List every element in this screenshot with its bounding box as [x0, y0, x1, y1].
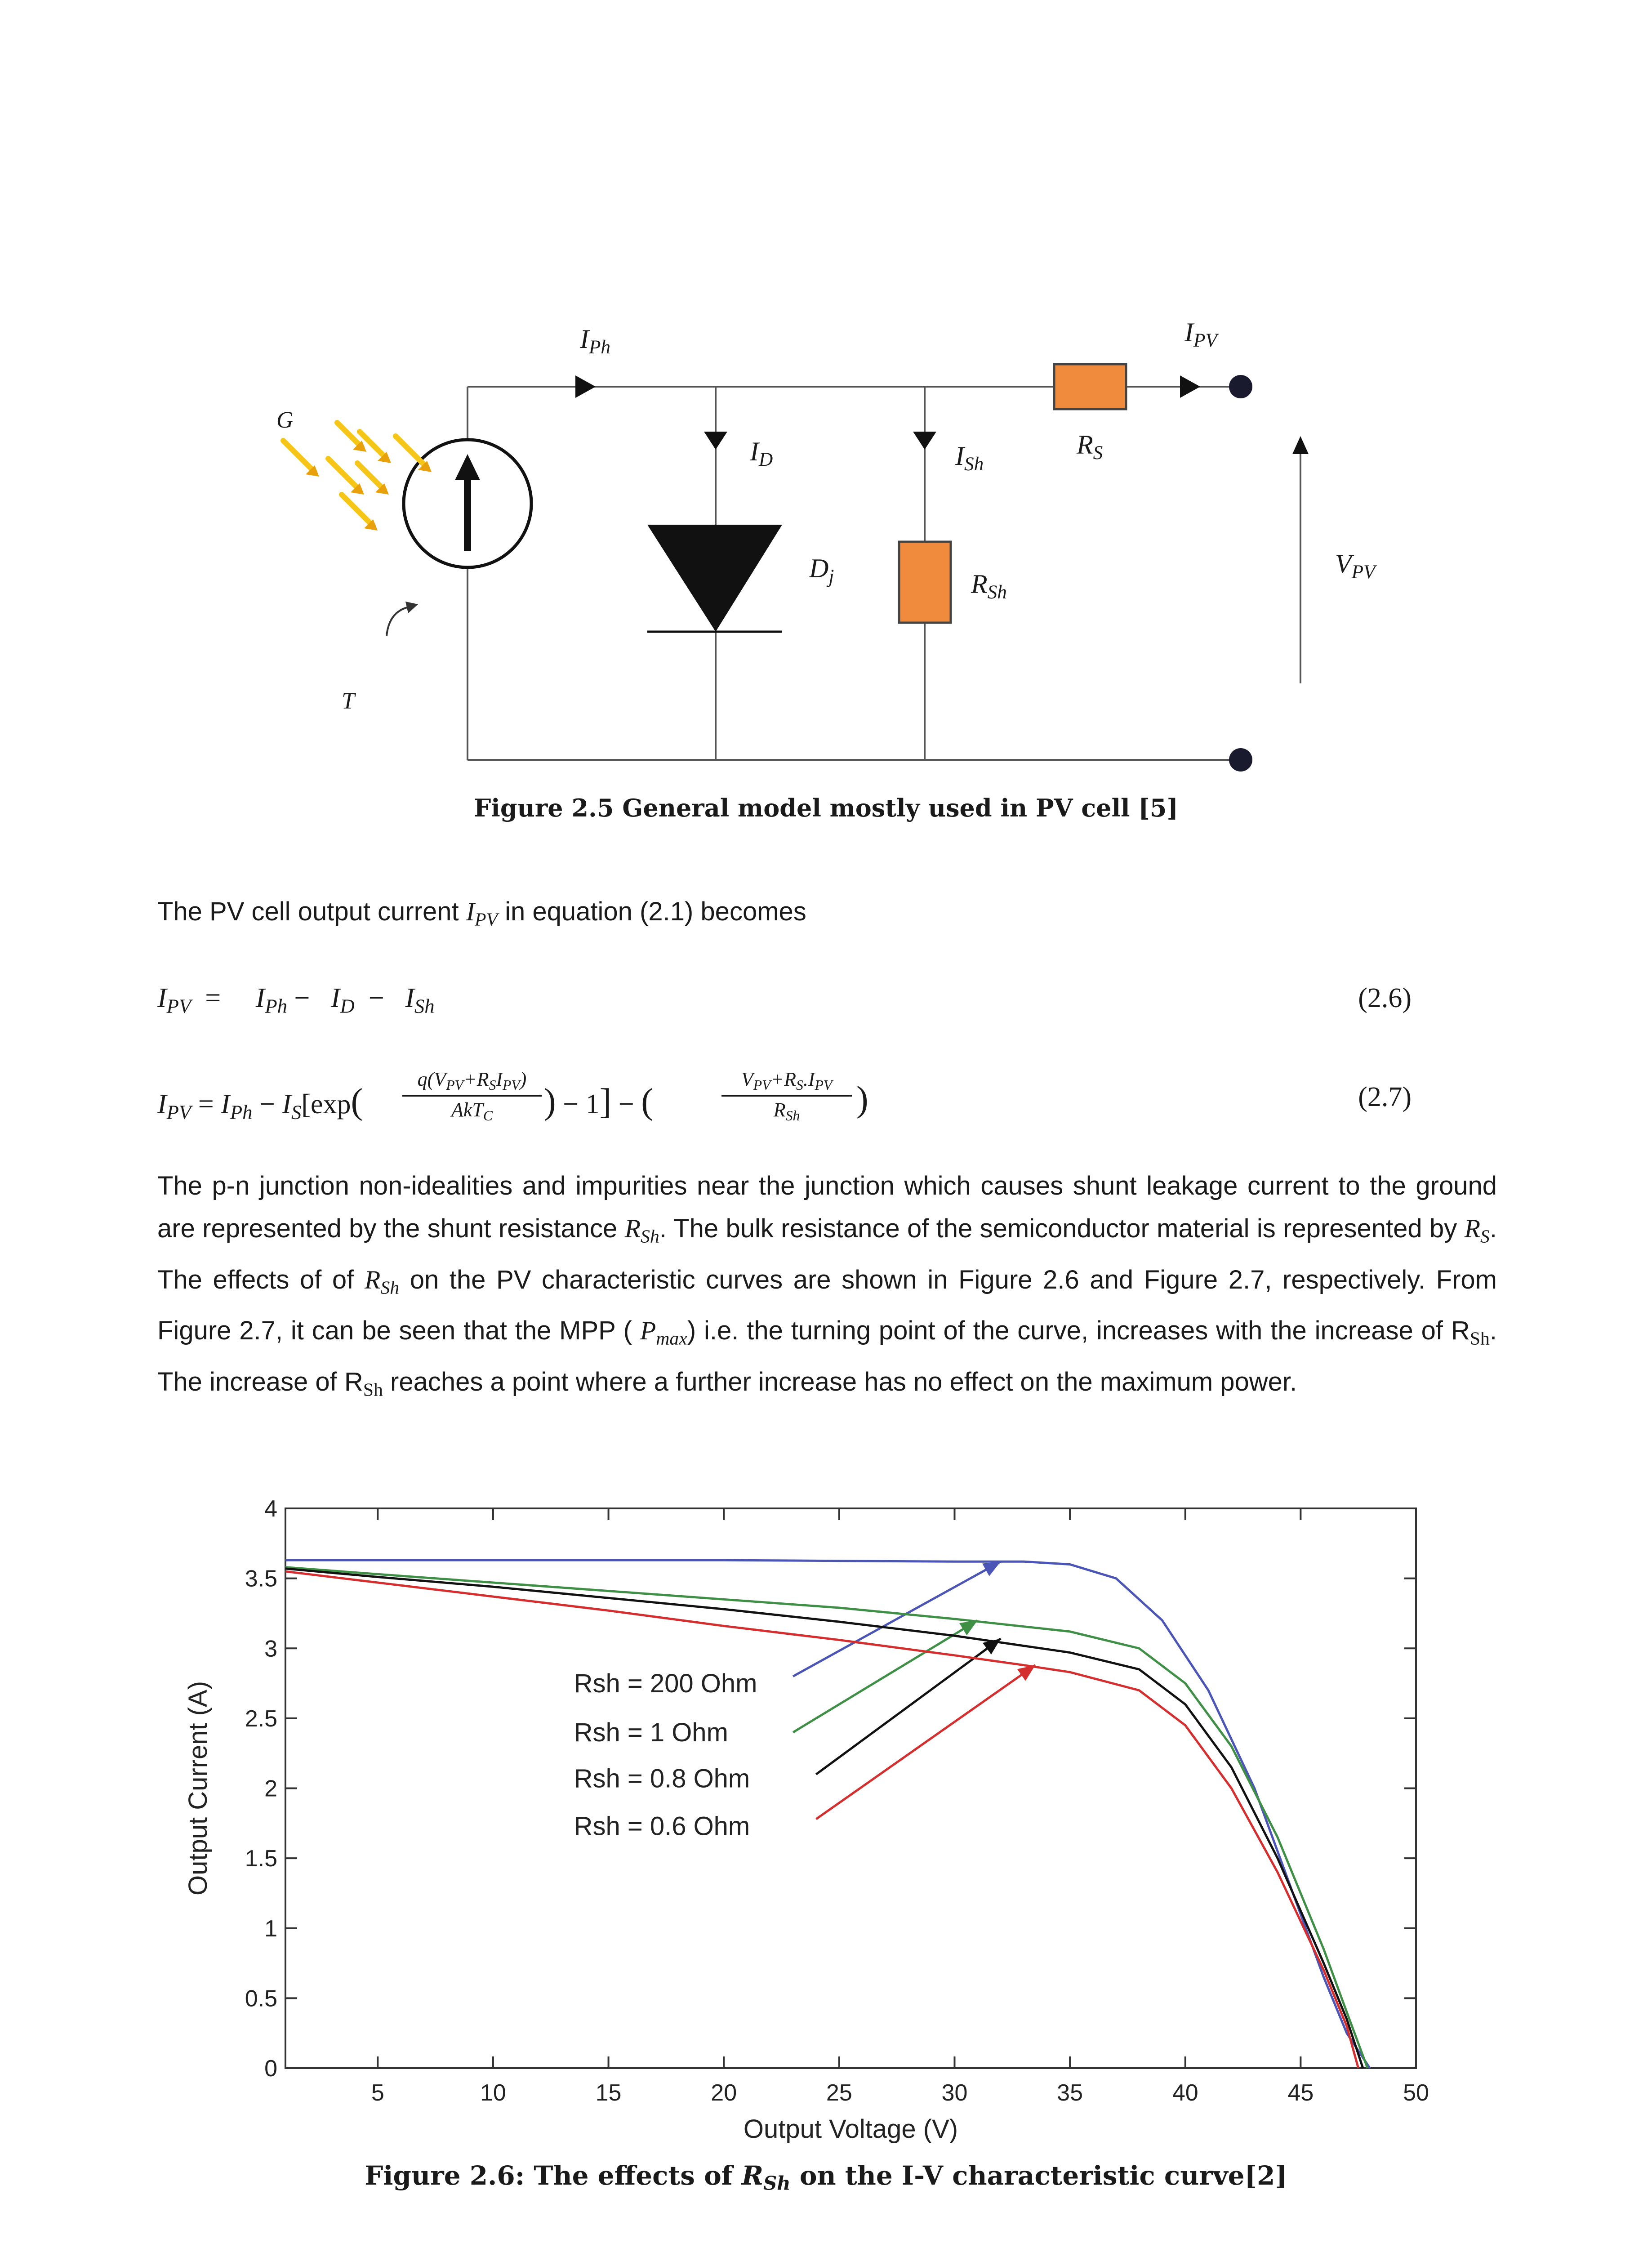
y-tick-label: 0	[264, 2056, 277, 2082]
body-paragraph: The p-n junction non-idealities and impurities near the junction which causes shunt leakage current to the ground are represented by the shunt resistance $R_{Sh}$. The bulk resistance of the semiconductor material is represented by $R_S$. The effects of of $R_{Sh}$ on the PV characteristic curves are shown in Figure 2.6 and Figure 2.7, respectively. From Figure 2.7, it can be seen that the MPP ( $P_{max}$) i.e. the turning point of the curve, increases with the increase of $R_{Sh}$. The increase of $R_{Sh}$ reaches a point where a further increase has no effect on the maximum power.	[157, 1171, 1497, 1401]
label-t: T	[342, 688, 355, 714]
equation-2-6: $I_{PV}$ = $I_{Ph} - I_D - I_{Sh}$	[157, 983, 435, 1017]
diode-icon	[647, 525, 782, 632]
eq27-fraction-1: $q(V_{PV}+R_SI_{PV})$ AkT$_C$	[402, 1068, 542, 1124]
x-axis-label: Output Voltage (V)	[743, 2114, 958, 2144]
x-tick-label: 30	[941, 2080, 968, 2106]
figure-2-5-caption: Figure 2.5 General model mostly used in PV cell [5]	[473, 794, 1179, 822]
label-vpv: $V_{PV}$	[1335, 549, 1376, 583]
label-id: $I_D$	[750, 437, 773, 471]
ipv-arrow-icon	[1180, 375, 1200, 398]
y-tick-label: 2	[264, 1775, 277, 1802]
label-ish: $I_{Sh}$	[955, 441, 984, 475]
series-resistor	[1054, 364, 1126, 409]
x-tick-label: 45	[1287, 2080, 1314, 2106]
y-tick-label: 0.5	[245, 1985, 277, 2012]
eq27-fraction-2: $V_{PV}+R_S.I_{PV}$ $R_{Sh}$	[721, 1068, 852, 1124]
x-tick-label: 20	[711, 2080, 737, 2106]
y-tick-label: 3.5	[245, 1566, 277, 1592]
circuit-figure	[252, 297, 1376, 782]
output-terminal-negative	[1229, 748, 1252, 772]
label-rsh: $R_{Sh}$	[971, 569, 1007, 603]
label-g: G	[276, 407, 294, 433]
label-dj: $D_j$	[809, 553, 834, 588]
x-tick-label: 35	[1057, 2080, 1083, 2106]
ish-arrow-icon	[913, 432, 936, 450]
iv-chart	[171, 1488, 1474, 2172]
y-tick-label: 3	[264, 1636, 277, 1662]
series-label: Rsh = 200 Ohm	[574, 1669, 757, 1699]
vpv-arrow-icon	[1292, 436, 1309, 454]
shunt-resistor	[899, 542, 951, 623]
equation-2-7: $I_{PV} = I_{Ph} - I_S[\exp$( $q(V_{PV}+R_SI_{PV})$ AkT$_C$ ) − 1] − ( $V_{PV}+R_S.I_{PV}$ $R_{Sh}$ )	[157, 1068, 868, 1124]
circuit-diagram	[252, 297, 1376, 782]
x-tick-label: 25	[826, 2080, 852, 2106]
x-tick-label: 5	[371, 2080, 384, 2106]
id-arrow-icon	[704, 432, 727, 450]
equation-2-6-number: (2.6)	[1358, 983, 1412, 1013]
iph-arrow-icon	[575, 375, 596, 398]
intro-sentence: The PV cell output current $I_{PV}$ in equation (2.1) becomes	[157, 897, 806, 930]
equation-2-7-number: (2.7)	[1358, 1082, 1412, 1112]
x-tick-label: 10	[480, 2080, 506, 2106]
y-tick-label: 2.5	[245, 1705, 277, 1732]
y-tick-label: 4	[264, 1496, 277, 1522]
x-tick-label: 15	[595, 2080, 622, 2106]
y-axis-label: Output Current (A)	[183, 1681, 213, 1896]
y-tick-label: 1	[264, 1915, 277, 1942]
y-tick-label: 1.5	[245, 1846, 277, 1872]
series-label: Rsh = 0.6 Ohm	[574, 1811, 750, 1841]
x-tick-label: 50	[1403, 2080, 1429, 2106]
figure-2-6-caption: Figure 2.6: The effects of $R_{Sh}$ on the I-V characteristic curve[2]	[365, 2160, 1287, 2194]
label-rs: $R_S$	[1077, 430, 1103, 464]
output-terminal-positive	[1229, 375, 1252, 398]
x-tick-label: 40	[1172, 2080, 1198, 2106]
series-label: Rsh = 1 Ohm	[574, 1718, 728, 1747]
label-ipv: $I_{PV}$	[1184, 317, 1217, 352]
label-iph: $I_{Ph}$	[580, 324, 610, 358]
series-label: Rsh = 0.8 Ohm	[574, 1764, 750, 1793]
